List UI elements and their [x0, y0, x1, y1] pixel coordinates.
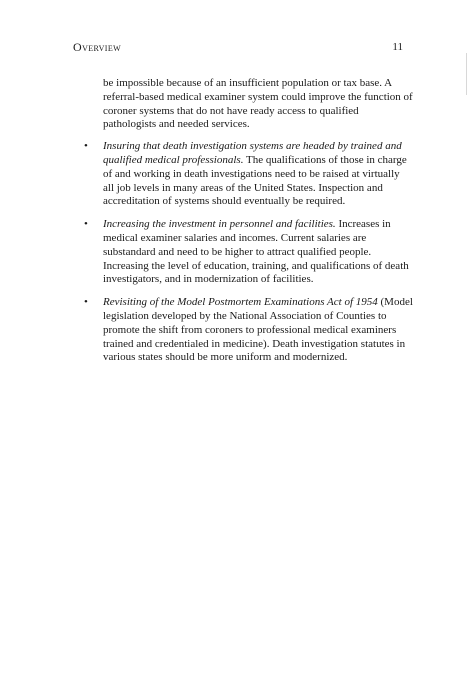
list-item — [73, 218, 413, 287]
list-item — [73, 140, 413, 209]
continuation-paragraph: be impossible because of an insufficient population or tax base. A referral-based medical examiner system could improve the function of coroner systems that do not have ready access to qualified pathologists and needed services. — [103, 77, 413, 131]
bullet-icon: • — [84, 218, 88, 231]
bullet-icon: • — [84, 296, 88, 309]
bullet-text: (Model legislation developed by the National Association of Counties to promote the shift from coroners to professional medical examiners trained and credentialed in medicine). Death investigation statutes in various states should be more uniform and modernized. — [103, 296, 413, 364]
bullet-lead: Insuring that death investigation systems are headed by trained and qualified medical professionals. — [103, 140, 402, 166]
bullet-icon: • — [84, 140, 88, 153]
bullet-lead: Revisiting of the Model Postmortem Examinations Act of 1954 — [103, 296, 378, 309]
scan-edge-mark — [466, 53, 467, 95]
bullet-lead: Increasing the investment in personnel and facilities. — [103, 218, 336, 231]
running-title: Overview — [73, 40, 122, 54]
page-number: 11 — [392, 41, 403, 53]
body-text — [73, 77, 413, 374]
bullet-text: Increases in medical examiner salaries and incomes. Current salaries are substandard and need to be higher to attract qualified people. Increasing the level of education, training, and qualifications of death investigators, and in modernization of facilities. — [103, 218, 409, 286]
bullet-list — [73, 140, 413, 365]
bullet-text: The qualifications of those in charge of and working in death investigations need to be raised at virtually all job levels in many areas of the United States. Inspection and accreditation of systems should eventually be required. — [103, 153, 407, 208]
list-item — [73, 296, 413, 365]
running-head — [73, 39, 403, 55]
